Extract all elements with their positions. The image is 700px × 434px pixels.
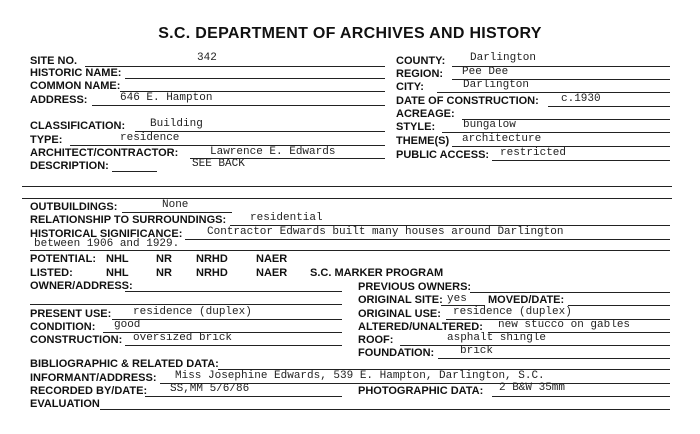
type-label: TYPE: xyxy=(30,134,63,146)
roof-label: ROOF: xyxy=(358,334,394,346)
type-value: residence xyxy=(120,132,180,144)
date-value: c.1930 xyxy=(561,93,601,105)
altered-value: new stucco on gables xyxy=(498,319,631,331)
construction-value: oversized brick xyxy=(133,332,233,344)
original-site-label: ORIGINAL SITE: xyxy=(358,294,443,306)
roof-value: asphalt shingle xyxy=(447,332,547,344)
outbuildings-value: None xyxy=(162,199,189,211)
city-value: Darlington xyxy=(463,79,530,91)
county-value: Darlington xyxy=(470,52,537,64)
relationship-label: RELATIONSHIP TO SURROUNDINGS: xyxy=(30,214,227,226)
outbuildings-line xyxy=(122,212,232,213)
original-site-value: yes xyxy=(447,293,467,305)
county-label: COUNTY: xyxy=(396,55,446,67)
listed-nhl: NHL xyxy=(106,267,129,279)
significance-line xyxy=(185,239,670,240)
condition-label: CONDITION: xyxy=(30,321,96,333)
present-use-line xyxy=(112,319,342,320)
bibliographic-label: BIBLIOGRAPHIC & RELATED DATA: xyxy=(30,358,219,370)
evaluation-line xyxy=(100,409,670,410)
address-line xyxy=(92,105,385,106)
public-access-line xyxy=(492,160,670,161)
potential-label: POTENTIAL: xyxy=(30,253,96,265)
date-label: DATE OF CONSTRUCTION: xyxy=(396,95,539,107)
address-value: 646 E. Hampton xyxy=(120,92,213,104)
photo-line xyxy=(492,396,670,397)
photo-value: 2 B&W 35mm xyxy=(499,382,566,394)
form-title: S.C. DEPARTMENT OF ARCHIVES AND HISTORY xyxy=(158,25,542,42)
description-label: DESCRIPTION: xyxy=(30,160,109,172)
moved-date-line xyxy=(568,305,670,306)
public-access-value: restricted xyxy=(500,147,567,159)
classification-value: Building xyxy=(150,118,203,130)
previous-owners-label: PREVIOUS OWNERS: xyxy=(358,281,472,293)
description-line xyxy=(112,171,157,172)
style-value: bungalow xyxy=(463,119,516,131)
potential-naer: NAER xyxy=(256,253,288,265)
evaluation-label: EVALUATION xyxy=(30,398,100,410)
site-no-label: SITE NO. xyxy=(30,55,78,67)
altered-label: ALTERED/UNALTERED: xyxy=(358,321,483,333)
blank-line-2 xyxy=(22,198,672,199)
site-no-value: 342 xyxy=(197,52,217,64)
construction-label: CONSTRUCTION: xyxy=(30,334,123,346)
potential-nhl: NHL xyxy=(106,253,129,265)
outbuildings-label: OUTBUILDINGS: xyxy=(30,201,118,213)
historic-name-label: HISTORIC NAME: xyxy=(30,67,122,79)
classification-label: CLASSIFICATION: xyxy=(30,120,126,132)
potential-nrhd: NRHD xyxy=(196,253,228,265)
significance-value-1: Contractor Edwards built many houses around Darlington xyxy=(207,226,564,238)
significance-value-2: between 1906 and 1929. xyxy=(34,238,180,250)
historic-name-line xyxy=(125,78,385,79)
architect-value: Lawrence E. Edwards xyxy=(210,146,336,158)
date-line xyxy=(548,106,670,107)
owner-label: OWNER/ADDRESS: xyxy=(30,280,133,292)
recorded-line xyxy=(145,396,342,397)
previous-owners-line xyxy=(470,292,670,293)
city-label: CITY: xyxy=(396,81,424,93)
themes-label: THEME(S) xyxy=(396,135,450,147)
public-access-label: PUBLIC ACCESS: xyxy=(396,149,490,161)
recorded-label: RECORDED BY/DATE: xyxy=(30,385,148,397)
present-use-value: residence (duplex) xyxy=(133,306,252,318)
acreage-label: ACREAGE: xyxy=(396,108,455,120)
architect-label: ARCHITECT/CONTRACTOR: xyxy=(30,147,179,159)
blank-line-1 xyxy=(22,186,672,187)
owner-line-2 xyxy=(30,304,342,305)
original-use-label: ORIGINAL USE: xyxy=(358,308,441,320)
city-line xyxy=(437,92,670,93)
style-label: STYLE: xyxy=(396,121,436,133)
listed-nrhd: NRHD xyxy=(196,267,228,279)
themes-value: architecture xyxy=(462,133,542,145)
address-label: ADDRESS: xyxy=(30,94,88,106)
potential-nr: NR xyxy=(156,253,172,265)
present-use-label: PRESENT USE: xyxy=(30,308,112,320)
common-name-label: COMMON NAME: xyxy=(30,80,121,92)
roof-line xyxy=(400,345,670,346)
description-value: SEE BACK xyxy=(192,158,245,170)
listed-naer: NAER xyxy=(256,267,288,279)
site-no-line xyxy=(85,66,385,67)
region-label: REGION: xyxy=(396,68,444,80)
condition-value: good xyxy=(114,319,141,331)
foundation-line xyxy=(438,358,670,359)
listed-nr: NR xyxy=(156,267,172,279)
foundation-label: FOUNDATION: xyxy=(358,347,435,359)
significance-line-2 xyxy=(30,250,670,251)
significance-label: HISTORICAL SIGNIFICANCE: xyxy=(30,228,183,240)
moved-date-label: MOVED/DATE: xyxy=(488,294,565,306)
informant-value: Miss Josephine Edwards, 539 E. Hampton, Darlington, S.C. xyxy=(175,370,545,382)
recorded-value: SS,MM 5/6/86 xyxy=(170,383,250,395)
informant-label: INFORMANT/ADDRESS: xyxy=(30,372,157,384)
original-use-value: residence (duplex) xyxy=(453,306,572,318)
foundation-value: brick xyxy=(460,345,494,357)
region-value: Pee Dee xyxy=(462,66,509,78)
photo-label: PHOTOGRAPHIC DATA: xyxy=(358,385,484,397)
listed-label: LISTED: xyxy=(30,267,73,279)
construction-line xyxy=(125,345,342,346)
owner-line xyxy=(125,291,342,292)
relationship-value: residential xyxy=(250,212,323,224)
marker-program-label: S.C. MARKER PROGRAM xyxy=(310,267,444,279)
